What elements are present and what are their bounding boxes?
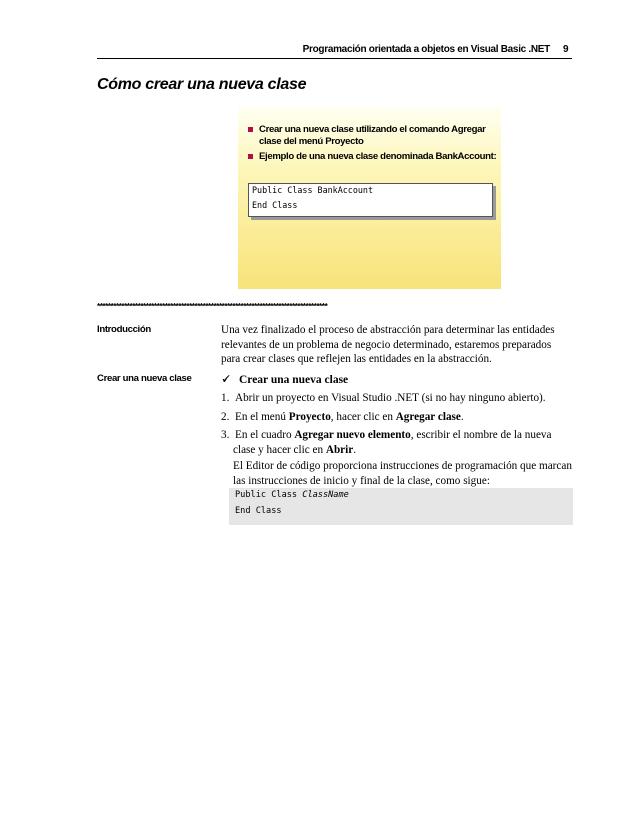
list-item xyxy=(221,428,573,457)
code-placeholder: ClassName xyxy=(302,490,349,500)
menu-name: Proyecto xyxy=(288,410,331,423)
procedure-heading-text: Crear una nueva clase xyxy=(239,374,349,386)
button-name: Abrir xyxy=(325,443,354,456)
slide-bullet-text: Crear una nueva clase utilizando el comando Agregar clase del menú Proyecto xyxy=(259,124,486,147)
slide-image xyxy=(238,107,501,289)
step-text: . xyxy=(353,443,357,456)
step-text: En el menú xyxy=(235,410,289,423)
page-number: 9 xyxy=(563,44,569,55)
dialog-name: Agregar nuevo elemento xyxy=(294,429,411,441)
separator-line: ************************************************************************************* xyxy=(97,301,328,311)
step-number: 3. xyxy=(221,429,230,441)
page-title: Cómo crear una nueva clase xyxy=(97,76,307,93)
code-line xyxy=(235,491,567,501)
procedure-note: El Editor de código proporciona instrucciones de programación que marcan las instrucciones de inicio y final de la clase, como sigue: xyxy=(233,460,572,487)
square-bullet-icon xyxy=(248,154,253,159)
procedure-steps xyxy=(221,391,573,461)
slide-bullet-text: Ejemplo de una nueva clase denominada BankAccount: xyxy=(259,151,497,162)
procedure-heading xyxy=(221,371,348,387)
step-number: 2. xyxy=(221,410,230,423)
list-item xyxy=(221,410,573,425)
list-item xyxy=(221,391,573,406)
step-text: Abrir un proyecto en Visual Studio .NET (si no hay ninguno abierto). xyxy=(235,392,546,404)
code-sample-box xyxy=(229,488,573,525)
check-icon: 🗸 xyxy=(221,371,231,386)
procedure-label: Crear una nueva clase xyxy=(97,373,192,384)
slide-code-box xyxy=(248,183,493,217)
step-text: . xyxy=(460,410,464,423)
slide-bullet-list xyxy=(248,124,498,166)
slide-bullet xyxy=(248,124,498,148)
running-title: Programación orientada a objetos en Visual Basic .NET xyxy=(302,44,550,55)
square-bullet-icon xyxy=(248,127,253,132)
slide-code-line: Public Class BankAccount xyxy=(252,185,374,195)
code-line: End Class xyxy=(235,505,282,516)
command-name: Agregar clase xyxy=(395,410,461,423)
code-keywords: Public Class xyxy=(235,490,303,500)
intro-paragraph: Una vez finalizado el proceso de abstracción para determinar las entidades relevantes de un problema de negocio determinado, estaremos preparados para crear clases que reflejen las entidades en la abstracción. xyxy=(221,324,555,365)
step-text: , hacer clic en xyxy=(330,410,396,423)
step-text: En el cuadro xyxy=(235,429,295,441)
intro-label: Introducción xyxy=(97,324,151,335)
slide-code-line: End Class xyxy=(252,199,298,210)
header-rule xyxy=(97,58,572,59)
slide-bullet xyxy=(248,151,498,163)
step-number: 1. xyxy=(221,392,230,404)
step-text: , escribir el nombre de la nueva clase y hacer clic en xyxy=(233,429,552,456)
